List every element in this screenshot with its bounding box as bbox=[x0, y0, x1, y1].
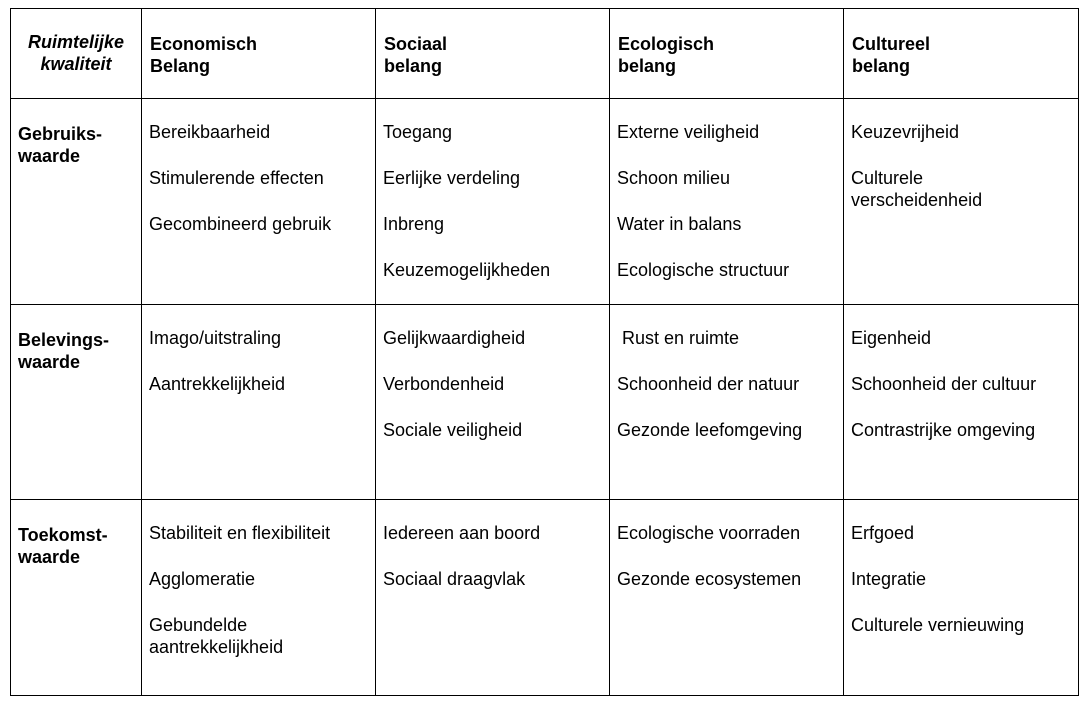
table-cell bbox=[844, 99, 1079, 305]
table-cell bbox=[610, 99, 844, 305]
table-cell bbox=[844, 305, 1079, 500]
table-cell bbox=[376, 305, 610, 500]
row-header-use-value: Gebruiks- waarde bbox=[11, 99, 142, 305]
list-item: Sociaal draagvlak bbox=[383, 569, 526, 589]
quality-matrix-table bbox=[10, 8, 1079, 696]
table-cell bbox=[142, 500, 376, 696]
column-header-cultural: Cultureel belang bbox=[844, 9, 1079, 99]
list-item: Culturele vernieuwing bbox=[851, 615, 1025, 635]
table-cell bbox=[376, 500, 610, 696]
table-cell bbox=[376, 99, 610, 305]
list-item: Verbondenheid bbox=[383, 374, 505, 394]
table-cell bbox=[610, 305, 844, 500]
list-item: Iedereen aan boord bbox=[383, 523, 541, 543]
table-cell bbox=[610, 500, 844, 696]
list-item: Imago/uitstraling bbox=[149, 328, 282, 348]
table-row bbox=[11, 305, 1079, 500]
table-row bbox=[11, 99, 1079, 305]
header-row bbox=[11, 9, 1079, 99]
list-item: Bereikbaarheid bbox=[149, 122, 271, 142]
corner-header: Ruimtelijke kwaliteit bbox=[11, 9, 142, 99]
list-item: Eerlijke verdeling bbox=[383, 168, 521, 188]
list-item: Contrastrijke omgeving bbox=[851, 420, 1036, 440]
list-item: Schoonheid der cultuur bbox=[851, 374, 1037, 394]
list-item: Gelijkwaardigheid bbox=[383, 328, 526, 348]
list-item: Stimulerende effecten bbox=[149, 168, 324, 188]
column-header-economic: Economisch Belang bbox=[142, 9, 376, 99]
table-row bbox=[11, 500, 1079, 696]
list-item: Culturele verscheidenheid bbox=[851, 168, 983, 210]
list-item: Gezonde leefomgeving bbox=[617, 420, 803, 440]
list-item: Inbreng bbox=[383, 214, 445, 234]
list-item: Aantrekkelijkheid bbox=[149, 374, 286, 394]
list-item: Keuzemogelijkheden bbox=[383, 260, 551, 280]
list-item: Keuzevrijheid bbox=[851, 122, 960, 142]
list-item: Ecologische voorraden bbox=[617, 523, 801, 543]
list-item: Agglomeratie bbox=[149, 569, 256, 589]
list-item: Gebundelde aantrekkelijkheid bbox=[149, 615, 284, 657]
list-item: Sociale veiligheid bbox=[383, 420, 523, 440]
table-cell bbox=[142, 99, 376, 305]
table-cell bbox=[142, 305, 376, 500]
list-item: Stabiliteit en flexibiliteit bbox=[149, 523, 331, 543]
list-item: Gecombineerd gebruik bbox=[149, 214, 332, 234]
list-item: Rust en ruimte bbox=[617, 328, 740, 348]
list-item: Eigenheid bbox=[851, 328, 932, 348]
list-item: Externe veiligheid bbox=[617, 122, 760, 142]
list-item: Ecologische structuur bbox=[617, 260, 790, 280]
list-item: Gezonde ecosystemen bbox=[617, 569, 802, 589]
table-cell bbox=[844, 500, 1079, 696]
list-item: Schoon milieu bbox=[617, 168, 731, 188]
column-header-ecological: Ecologisch belang bbox=[610, 9, 844, 99]
list-item: Integratie bbox=[851, 569, 927, 589]
row-header-experience-value: Belevings- waarde bbox=[11, 305, 142, 500]
list-item: Erfgoed bbox=[851, 523, 915, 543]
column-header-social: Sociaal belang bbox=[376, 9, 610, 99]
list-item: Water in balans bbox=[617, 214, 742, 234]
list-item: Schoonheid der natuur bbox=[617, 374, 800, 394]
row-header-future-value: Toekomst- waarde bbox=[11, 500, 142, 696]
list-item: Toegang bbox=[383, 122, 453, 142]
